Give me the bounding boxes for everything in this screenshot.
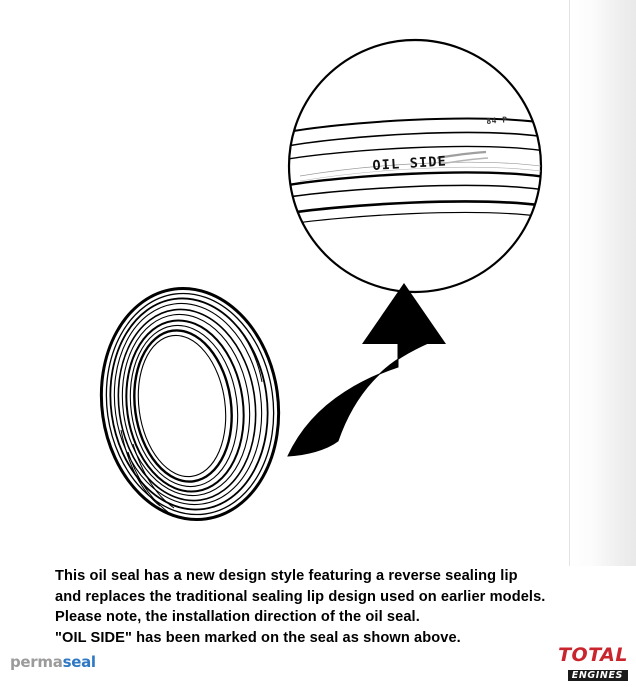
caption-line-2: and replaces the traditional sealing lip design used on earlier models. <box>55 588 546 605</box>
total-engines-logo <box>558 643 628 682</box>
total-engines-logo-total: TOTAL <box>558 643 628 666</box>
permaseal-logo-perma: perma <box>10 653 63 671</box>
caption-line-3: Please note, the installation direction of the oil seal. <box>55 609 420 626</box>
permaseal-logo-seal: seal <box>62 653 96 671</box>
caption-line-4: "OIL SIDE" has been marked on the seal as shown above. <box>55 630 461 647</box>
curved-callout-arrow-group <box>288 283 446 456</box>
part-code-marking-text: 84 P <box>486 115 508 126</box>
oil-side-marking-text: OIL SIDE <box>372 153 448 174</box>
caption-block <box>55 566 615 649</box>
oil-seal-ring-group <box>87 277 294 531</box>
caption-line-1: This oil seal has a new design style featuring a reverse sealing lip <box>55 568 518 584</box>
permaseal-logo <box>10 653 96 671</box>
total-engines-logo-engines: ENGINES <box>568 670 628 682</box>
